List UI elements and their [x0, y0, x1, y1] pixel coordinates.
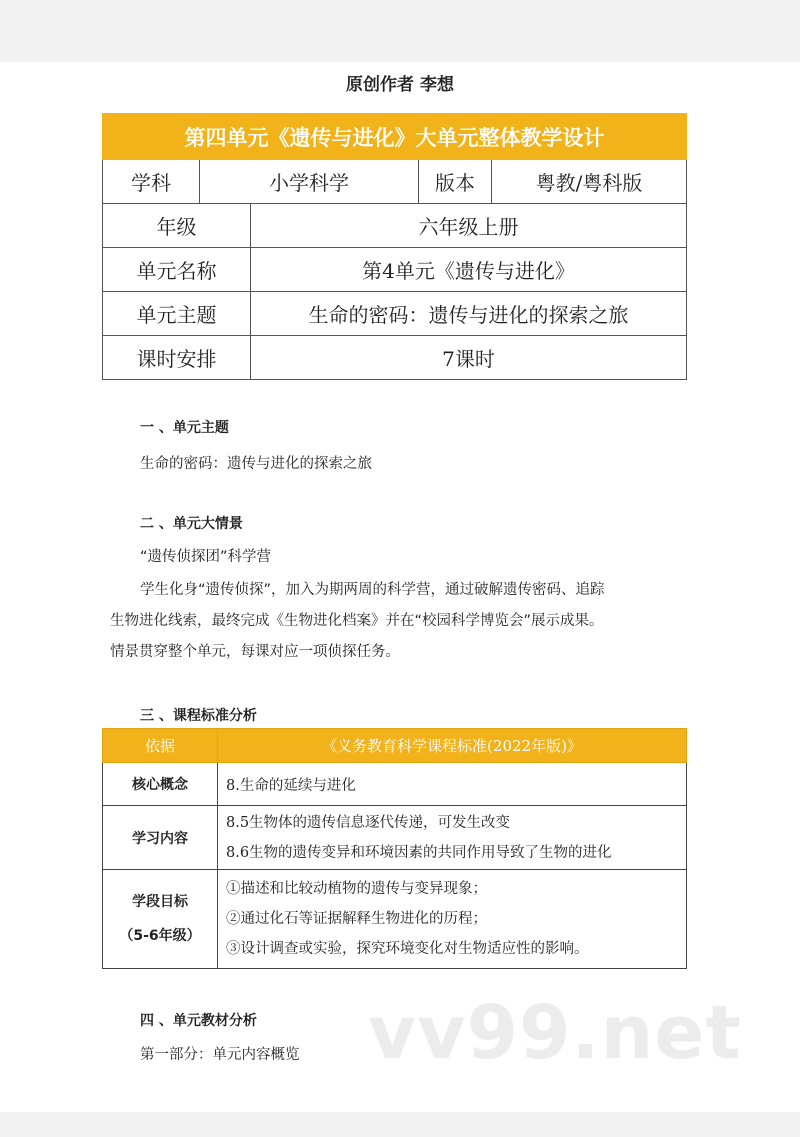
subject-label: 学科 [103, 160, 200, 204]
unit-theme-value: 生命的密码：遗传与进化的探索之旅 [251, 292, 687, 336]
stage-goal-grades: （5-6年级） [119, 928, 201, 944]
grade-label: 年级 [103, 204, 251, 248]
scene-paragraph-line-2: 生物进化线索，最终完成《生物进化档案》并在“校园科学博览会”展示成果。 [110, 613, 604, 629]
stage-goal-cell [218, 870, 687, 969]
unit-name-value: 第4单元《遗传与进化》 [251, 248, 687, 292]
basis-value: 《义务教育科学课程标准(2022年版)》 [218, 729, 687, 763]
curriculum-standard-table [102, 728, 687, 969]
learning-content-line: 8.5生物体的遗传信息逐代传递，可发生改变 [226, 814, 511, 831]
unit-theme-text: 生命的密码：遗传与进化的探索之旅 [140, 456, 372, 472]
edition-value: 粤教/粤科版 [492, 160, 687, 204]
section-heading-unit-theme: 一 、单元主题 [140, 420, 229, 436]
edition-label: 版本 [419, 160, 492, 204]
stage-goal-label-cell [103, 870, 218, 969]
watermark-text: vv99.net [368, 990, 742, 1076]
core-concept-value: 8.生命的延续与进化 [218, 763, 687, 806]
subject-value: 小学科学 [200, 160, 419, 204]
top-margin-bar [0, 0, 800, 62]
learning-content-cell [218, 806, 687, 870]
unit-design-title: 第四单元《遗传与进化》大单元整体教学设计 [103, 114, 687, 160]
grade-value: 六年级上册 [251, 204, 687, 248]
basis-label: 依据 [103, 729, 218, 763]
section-heading-textbook-analysis: 四 、单元教材分析 [140, 1013, 257, 1029]
stage-goal-line: ②通过化石等证据解释生物进化的历程； [226, 911, 487, 927]
bottom-margin-bar [0, 1112, 800, 1137]
section-heading-unit-scene: 二 、单元大情景 [140, 516, 243, 532]
scene-paragraph-line-3: 情景贯穿整个单元，每课对应一项侦探任务。 [110, 644, 400, 660]
unit-info-table [102, 113, 687, 380]
unit-name-label: 单元名称 [103, 248, 251, 292]
author-line: 原创作者 李想 [346, 75, 454, 95]
stage-goal-line: ③设计调查或实验，探究环境变化对生物适应性的影响。 [226, 941, 589, 957]
learning-content-label: 学习内容 [103, 806, 218, 870]
stage-goal-line: ①描述和比较动植物的遗传与变异现象； [226, 881, 487, 897]
learning-content-line: 8.6生物的遗传变异和环境因素的共同作用导致了生物的进化 [226, 844, 612, 861]
schedule-label: 课时安排 [103, 336, 251, 380]
unit-theme-label: 单元主题 [103, 292, 251, 336]
textbook-analysis-subheading: 第一部分：单元内容概览 [140, 1047, 300, 1063]
section-heading-curriculum-standard: 三 、课程标准分析 [140, 708, 257, 724]
stage-goal-label: 学段目标 [132, 894, 188, 910]
scene-paragraph-line-1: 学生化身“遗传侦探”，加入为期两周的科学营，通过破解遗传密码、追踪 [140, 582, 605, 598]
core-concept-label: 核心概念 [103, 763, 218, 806]
scene-title: “遗传侦探团”科学营 [140, 549, 272, 565]
schedule-value: 7课时 [251, 336, 687, 380]
